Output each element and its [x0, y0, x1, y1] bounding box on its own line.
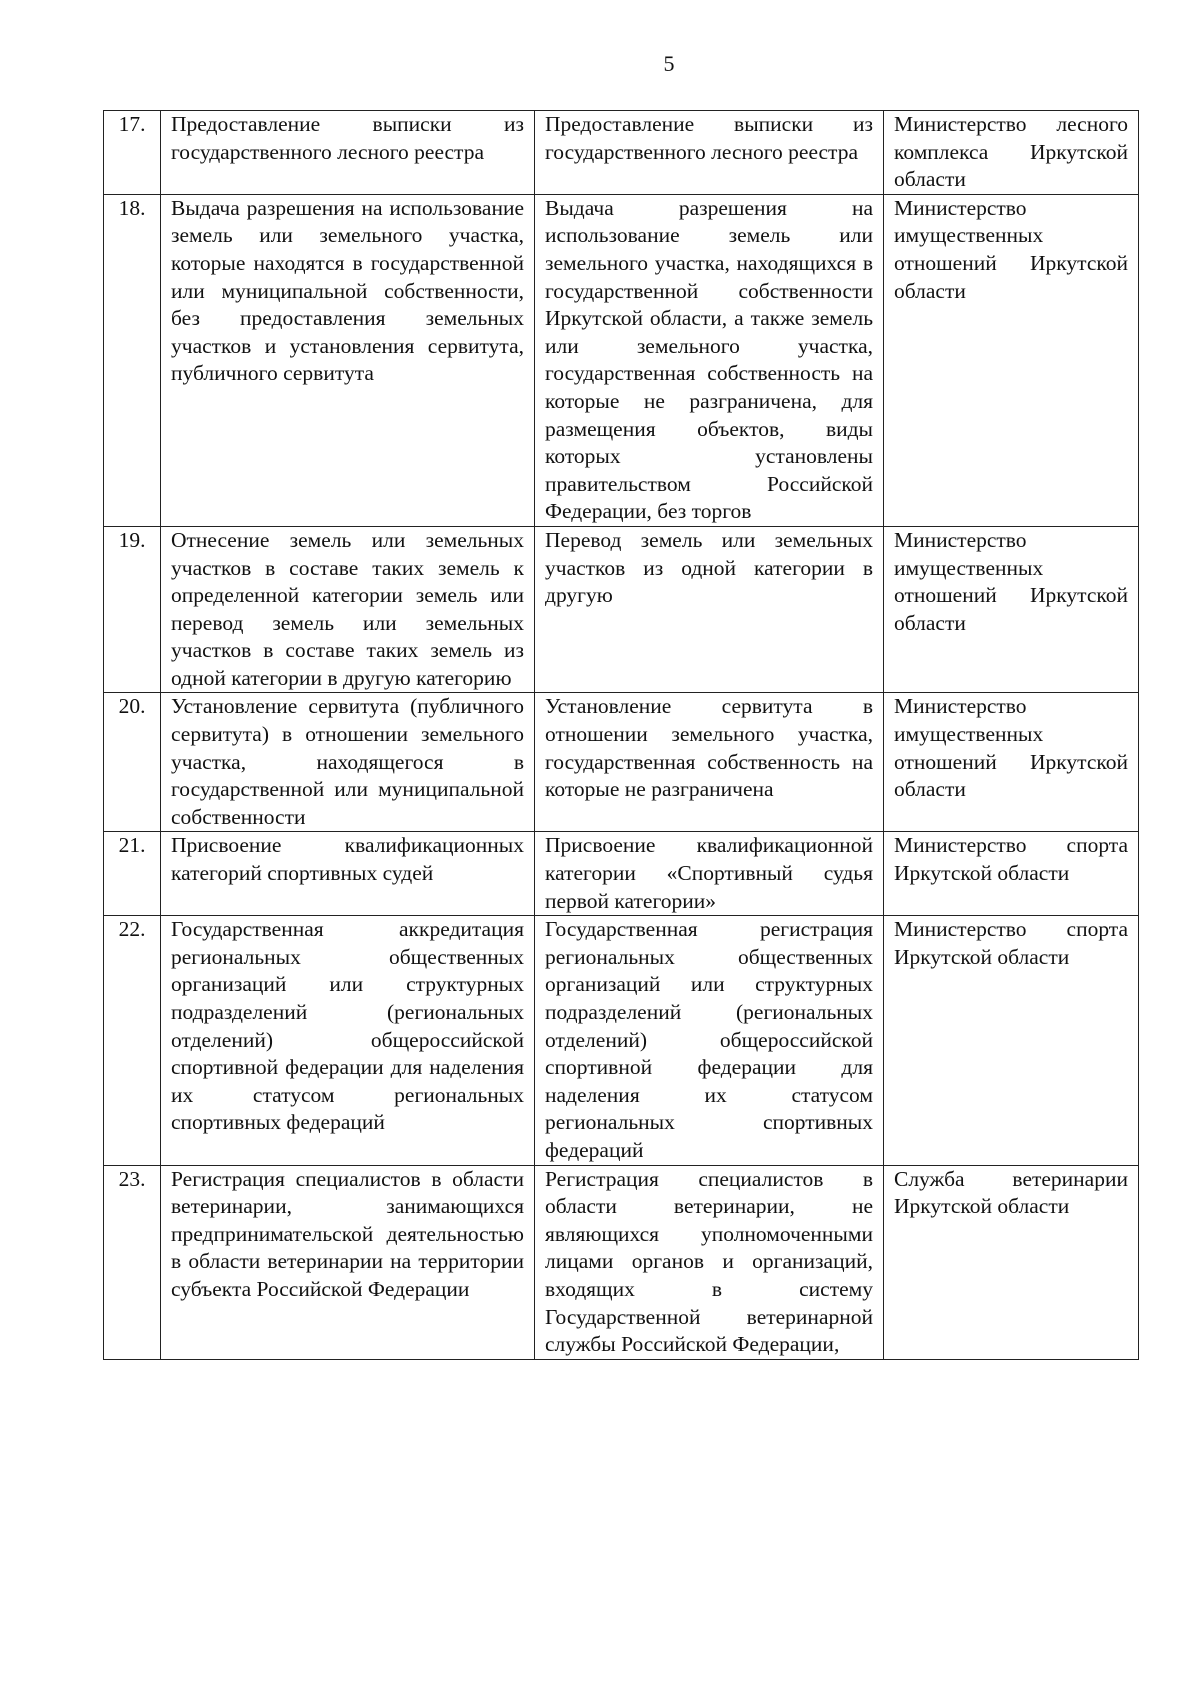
table-row	[104, 111, 1139, 195]
service-new-cell: Выдача разрешения на использование земель или земельного участка, находящихся в государственной собственности Иркутской области, а также земель или земельного участка, государственная собственность на которые не разграничена, для размещения объектов, виды которых установлены правительством Российской Федерации, без торгов	[535, 194, 884, 526]
authority-cell: Министерство спорта Иркутской области	[884, 832, 1139, 916]
authority-cell: Министерство имущественных отношений Иркутской области	[884, 526, 1139, 693]
row-number: 17.	[104, 111, 161, 195]
row-number: 20.	[104, 693, 161, 832]
table-row	[104, 1165, 1139, 1359]
service-old-cell: Присвоение квалификационных категорий спортивных судей	[161, 832, 535, 916]
authority-cell: Министерство имущественных отношений Иркутской области	[884, 693, 1139, 832]
row-number: 23.	[104, 1165, 161, 1359]
service-old-cell: Государственная аккредитация региональных общественных организаций или структурных подразделений (региональных отделений) общероссийской спортивной федерации для наделения их статусом региональных спортивных федераций	[161, 916, 535, 1165]
row-number: 18.	[104, 194, 161, 526]
table-row	[104, 194, 1139, 526]
authority-cell: Министерство лесного комплекса Иркутской области	[884, 111, 1139, 195]
page-number: 5	[663, 51, 675, 76]
service-new-cell: Присвоение квалификационной категории «Спортивный судья первой категории»	[535, 832, 884, 916]
service-new-cell: Перевод земель или земельных участков из одной категории в другую	[535, 526, 884, 693]
table-row	[104, 526, 1139, 693]
service-new-cell: Предоставление выписки из государственного лесного реестра	[535, 111, 884, 195]
service-old-cell: Регистрация специалистов в области ветеринарии, занимающихся предпринимательской деятельностью в области ветеринарии на территории субъекта Российской Федерации	[161, 1165, 535, 1359]
service-new-cell: Государственная регистрация региональных общественных организаций или структурных подразделений (региональных отделений) общероссийской спортивной федерации для наделения их статусом региональных спортивных федераций	[535, 916, 884, 1165]
table-row	[104, 693, 1139, 832]
row-number: 19.	[104, 526, 161, 693]
service-new-cell: Регистрация специалистов в области ветеринарии, не являющихся уполномоченными лицами органов и организаций, входящих в систему Государственной ветеринарной службы Российской Федерации,	[535, 1165, 884, 1359]
row-number: 21.	[104, 832, 161, 916]
service-old-cell: Предоставление выписки из государственного лесного реестра	[161, 111, 535, 195]
service-old-cell: Выдача разрешения на использование земель или земельного участка, которые находятся в государственной или муниципальной собственности, без предоставления земельных участков и установления сервитута, публичного сервитута	[161, 194, 535, 526]
authority-cell: Министерство имущественных отношений Иркутской области	[884, 194, 1139, 526]
service-old-cell: Отнесение земель или земельных участков в составе таких земель к определенной категории земель или перевод земель или земельных участков в составе таких земель из одной категории в другую категорию	[161, 526, 535, 693]
service-old-cell: Установление сервитута (публичного сервитута) в отношении земельного участка, находящегося в государственной или муниципальной собственности	[161, 693, 535, 832]
table-row	[104, 832, 1139, 916]
services-table	[103, 110, 1139, 1360]
service-new-cell: Установление сервитута в отношении земельного участка, государственная собственность на которые не разграничена	[535, 693, 884, 832]
authority-cell: Министерство спорта Иркутской области	[884, 916, 1139, 1165]
authority-cell: Служба ветеринарии Иркутской области	[884, 1165, 1139, 1359]
row-number: 22.	[104, 916, 161, 1165]
table-row	[104, 916, 1139, 1165]
